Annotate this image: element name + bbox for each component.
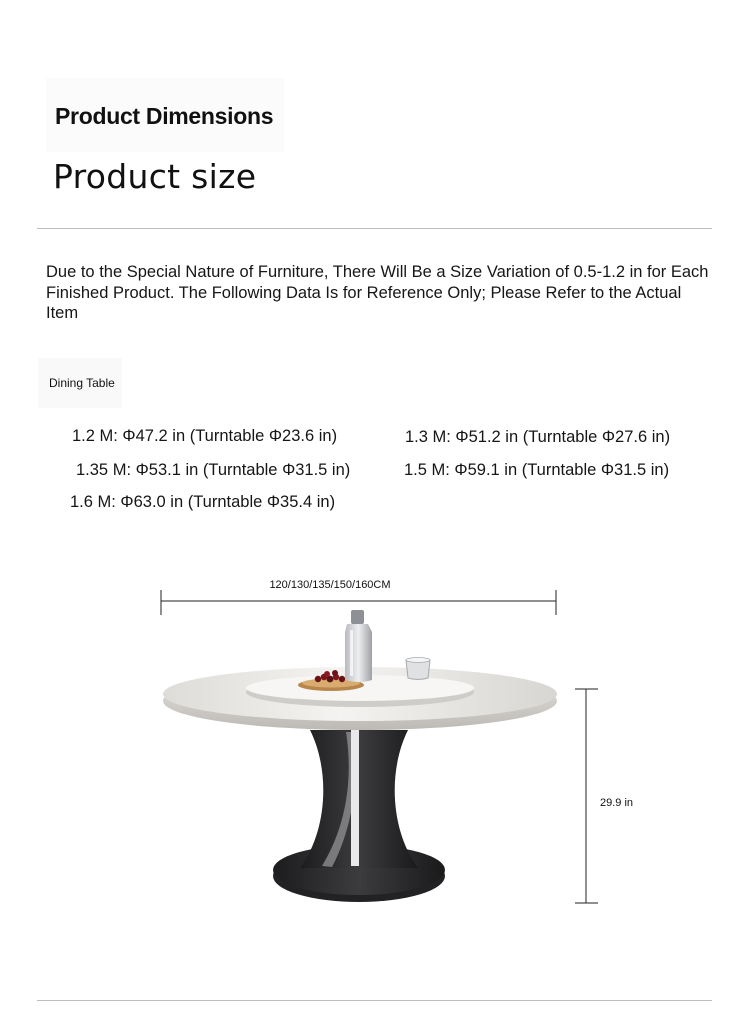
glass-bottle xyxy=(345,610,372,682)
size-item-1-6m: 1.6 M: Φ63.0 in (Turntable Φ35.4 in) xyxy=(70,493,336,511)
page-subtitle: Product size xyxy=(53,157,257,196)
height-label: 29.9 in xyxy=(600,797,634,809)
size-item-1-35m: 1.35 M: Φ53.1 in (Turntable Φ31.5 in) xyxy=(76,461,351,479)
table-pedestal xyxy=(273,728,445,902)
dining-table-drawing xyxy=(150,570,634,920)
size-variation-notice: Due to the Special Nature of Furniture, There Will Be a Size Variation of 0.5-1.2 in for Each Finished Product. The Following Data Is for Reference Only; Please Refer to the Actual Item xyxy=(46,263,709,322)
size-item-1-5m: 1.5 M: Φ59.1 in (Turntable Φ31.5 in) xyxy=(404,461,670,479)
page-title: Product Dimensions xyxy=(55,103,274,129)
top-divider xyxy=(37,228,712,229)
height-dimension-line xyxy=(575,689,598,903)
size-item-1-2m: 1.2 M: Φ47.2 in (Turntable Φ23.6 in) xyxy=(72,427,338,445)
width-label: 120/130/135/150/160CM xyxy=(269,579,391,591)
bottom-divider xyxy=(37,1000,712,1001)
section-label: Dining Table xyxy=(49,376,115,390)
glass-cup xyxy=(406,658,430,680)
size-item-1-3m: 1.3 M: Φ51.2 in (Turntable Φ27.6 in) xyxy=(405,428,671,446)
